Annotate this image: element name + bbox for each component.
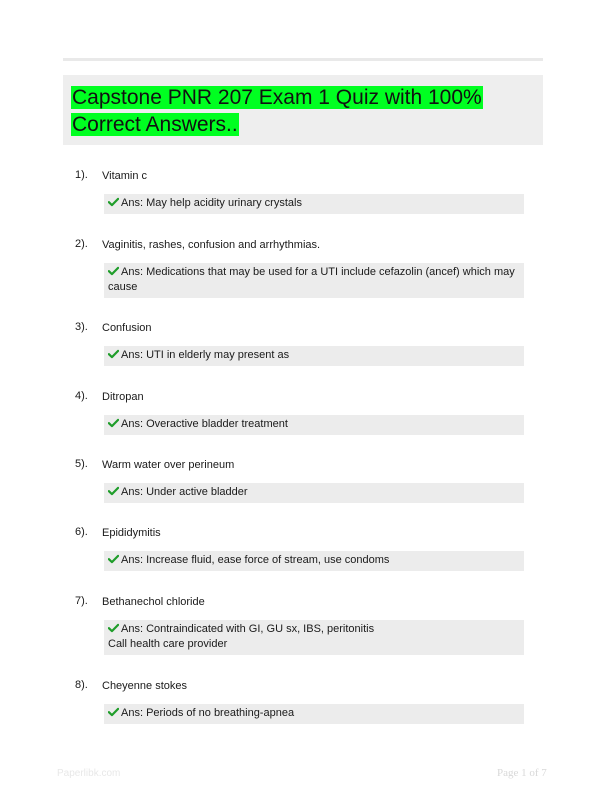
footer-site: Paperlibk.com <box>57 768 121 779</box>
question-text: Ditropan <box>102 391 144 403</box>
answer-line <box>108 706 520 721</box>
question-number: 5). <box>75 458 88 470</box>
question-number: 2). <box>75 238 88 250</box>
answer-text: cause <box>108 281 138 293</box>
answer-text: Ans: UTI in elderly may present as <box>121 349 290 361</box>
answer-line <box>108 265 520 280</box>
answer-text: Ans: Periods of no breathing-apnea <box>121 707 295 719</box>
answer-text: Ans: Increase fluid, ease force of stream, use condoms <box>121 554 390 566</box>
answer-line <box>108 196 520 211</box>
answer-text: Call health care provider <box>108 638 228 650</box>
answer-line <box>108 417 520 432</box>
check-icon <box>108 623 119 633</box>
answer-box <box>104 263 524 298</box>
question-number: 8). <box>75 679 88 691</box>
check-icon <box>108 486 119 496</box>
document-title <box>71 84 483 138</box>
question-text: Confusion <box>102 322 152 334</box>
answer-line <box>108 280 520 295</box>
footer-page-number: Page 1 of 7 <box>497 767 547 779</box>
question-text: Cheyenne stokes <box>102 680 187 692</box>
answer-text: Ans: May help acidity urinary crystals <box>121 197 302 209</box>
answer-box <box>104 620 524 655</box>
answer-line <box>108 485 520 500</box>
title-line-2: Correct Answers.. <box>72 113 238 136</box>
question-number: 3). <box>75 321 88 333</box>
question-number: 1). <box>75 169 88 181</box>
answer-box <box>104 346 524 366</box>
question-text: Warm water over perineum <box>102 459 235 471</box>
question-number: 6). <box>75 526 88 538</box>
question-number: 7). <box>75 595 88 607</box>
check-icon <box>108 418 119 428</box>
answer-line <box>108 348 520 363</box>
question-text: Epididymitis <box>102 527 161 539</box>
answer-box <box>104 551 524 571</box>
top-divider <box>63 58 543 61</box>
answer-text: Ans: Under active bladder <box>121 486 248 498</box>
check-icon <box>108 554 119 564</box>
title-line-1: Capstone PNR 207 Exam 1 Quiz with 100% <box>72 86 482 109</box>
answer-line <box>108 637 520 652</box>
answer-line <box>108 622 520 637</box>
check-icon <box>108 707 119 717</box>
answer-box <box>104 415 524 435</box>
check-icon <box>108 197 119 207</box>
answer-text: Ans: Medications that may be used for a UTI include cefazolin (ancef) which may <box>121 266 515 278</box>
answer-line <box>108 553 520 568</box>
answer-box <box>104 704 524 724</box>
question-number: 4). <box>75 390 88 402</box>
answer-text: Ans: Contraindicated with GI, GU sx, IBS, peritonitis <box>121 623 375 635</box>
question-text: Vitamin c <box>102 170 148 182</box>
title-banner <box>63 75 543 145</box>
answer-box <box>104 194 524 214</box>
question-text: Bethanechol chloride <box>102 596 205 608</box>
answer-text: Ans: Overactive bladder treatment <box>121 418 288 430</box>
answer-box <box>104 483 524 503</box>
check-icon <box>108 266 119 276</box>
check-icon <box>108 349 119 359</box>
question-text: Vaginitis, rashes, confusion and arrhythmias. <box>102 239 321 251</box>
